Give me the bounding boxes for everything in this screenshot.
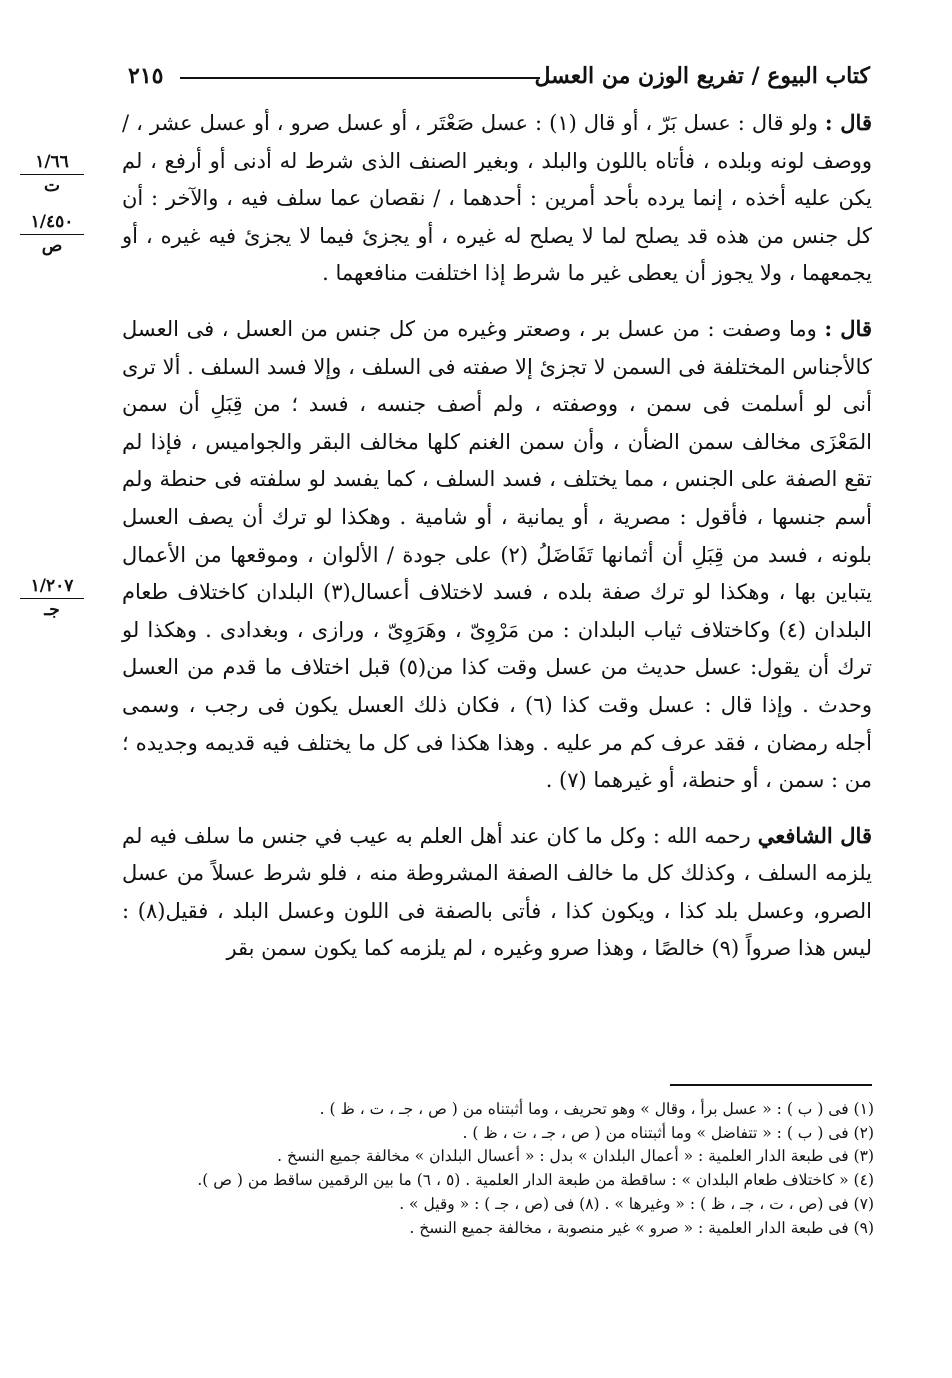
- margin-ref-2-bottom: ص: [41, 236, 63, 256]
- footnote-2: (٢) فى ( ب ) : « تتفاضل » وما أثبتناه من ( ص ، جـ ، ت ، ظ ) .: [462, 1123, 874, 1142]
- margin-ref-1-top: ١/٦٦: [20, 152, 84, 175]
- paragraph-2-text: وما وصفت : من عسل بر ، وصعتر وغيره من كل جنس من العسل ، فى العسل كالأجناس المختلفة فى السمن لا تجزئ إلا صفته فى السلف ، وإلا فسد السلف . ألا ترى أنى لو أسلمت فى سمن ، ووصفته ، ولم أصف جنسه ، فسد ؛ من قِبَلِ أن سمن المَعْزَى مخالف سمن الضأن ، وأن سمن الغنم كلها مخالف البقر والجواميس ، فإذا لم تقع الصفة على الجنس ، مما يختلف ، فسد السلف ، كما يفسد لو سلفته فى حنطة ولم أسم جنسها ، فأقول : مصرية ، أو يمانية ، أو شامية . وهكذا لو ترك أن يصف العسل بلونه ، فسد من قِبَلِ أن أثمانها تَفَاضَلُ (٢) على جودة / الألوان ، وموقعها من الأعمال يتباين بها ، وهكذا لو ترك صفة بلده ، فسد لاختلاف أعسال(٣) البلدان كاختلاف طعام البلدان (٤) وكاختلاف ثياب البلدان : من مَرْوِىّ ، وهَرَوِىّ ، ورازى ، وبغدادى . وهكذا لو ترك أن يقول: عسل حديث من عسل وقت كذا من(٥) قبل اختلاف ما قدم من العسل وحدث . وإذا قال : عسل وقت كذا (٦) ، فكان ذلك العسل يكون فى رجب ، وسمى أجله رمضان ، فقد عرف كم مر عليه . وهذا هكذا فى كل ما يختلف فيه قديمه وجديده ؛ من : سمن ، أو حنطة، أو غيرهما (٧) .: [122, 316, 873, 793]
- main-text: [122, 104, 872, 985]
- footnote-rule: [670, 1084, 872, 1086]
- paragraph-3-lead: قال الشافعي: [757, 822, 872, 848]
- paragraph-2: [122, 310, 872, 800]
- footnote-1: (١) فى ( ب ) : « عسل برأ ، وقال » وهو تحريف ، وما أثبتناه من ( ص ، جـ ، ت ، ظ ) .: [319, 1100, 874, 1118]
- page-header: [128, 56, 870, 96]
- margin-ref-3: [20, 576, 84, 621]
- paragraph-1-lead: قال :: [824, 110, 872, 135]
- paragraph-1: [122, 104, 872, 293]
- margin-ref-3-bottom: جـ: [44, 600, 60, 620]
- margin-ref-1: [20, 152, 84, 197]
- footnotes: [122, 1098, 874, 1240]
- margin-ref-2: [20, 212, 84, 257]
- margin-ref-2-top: ١/٤٥٠: [20, 212, 84, 235]
- header-rule: [180, 77, 540, 79]
- footnote-5: (٧) فى (ص ، ت ، جـ ، ظ ) : « وغيرها » . (٨) فى (ص ، جـ ) : « وقيل » .: [399, 1194, 874, 1213]
- paragraph-3-text: رحمه الله : وكل ما كان عند أهل العلم به عيب في جنس ما سلف فيه لم يلزمه السلف ، وكذلك كل ما خالف الصفة المشروطة منه ، فلو شرط عسلاً من عسل الصرو، وعسل بلد كذا ، ويكون كذا ، فأتى بالصفة فى اللون وعسل البلد ، فقيل(٨) : ليس هذا صرواً (٩) خالصًا ، وهذا صرو وغيره ، لم يلزمه كما يكون سمن بقر: [122, 823, 872, 961]
- paragraph-2-lead: قال :: [824, 315, 872, 341]
- running-title: كتاب البيوع / تفريع الوزن من العسل: [534, 63, 870, 89]
- footnote-6: (٩) فى طبعة الدار العلمية : « صرو » غير منصوبة ، مخالفة جميع النسخ .: [409, 1218, 874, 1237]
- footnote-3: (٣) فى طبعة الدار العلمية : « أعمال البلدان » بدل : « أعسال البلدان » مخالفة جميع النسخ .: [277, 1147, 874, 1166]
- footnote-4: (٤) « كاختلاف طعام البلدان » : ساقطة من طبعة الدار العلمية . (٥ ، ٦) ما بين الرقمين ساقط من ( ص ).: [197, 1171, 874, 1190]
- paragraph-1-text: ولو قال : عسل بَرّ ، أو قال (١) : عسل صَعْتَر ، أو عسل صرو ، أو عسل عشر ، / ووصف لونه وبلده ، فأتاه باللون والبلد ، وبغير الصنف الذى شرط له أدنى أو أرفع ، لم يكن عليه أخذه ، إنما يرده بأحد أمرين : أحدهما ، / نقصان عما سلف فيه ، والآخر : أن كل جنس من هذه قد يصلح لما لا يصلح له غيره ، أو يجزئ فيما لا يجزئ فيه غيره ، أو يجمعهما ، ولا يجوز أن يعطى غير ما شرط إذا اختلفت منافعهما .: [122, 111, 872, 286]
- page-number: ٢١٥: [128, 63, 164, 89]
- paragraph-3: [122, 817, 872, 968]
- margin-ref-1-bottom: ت: [43, 176, 60, 196]
- margin-ref-3-top: ١/٢٠٧: [20, 576, 84, 599]
